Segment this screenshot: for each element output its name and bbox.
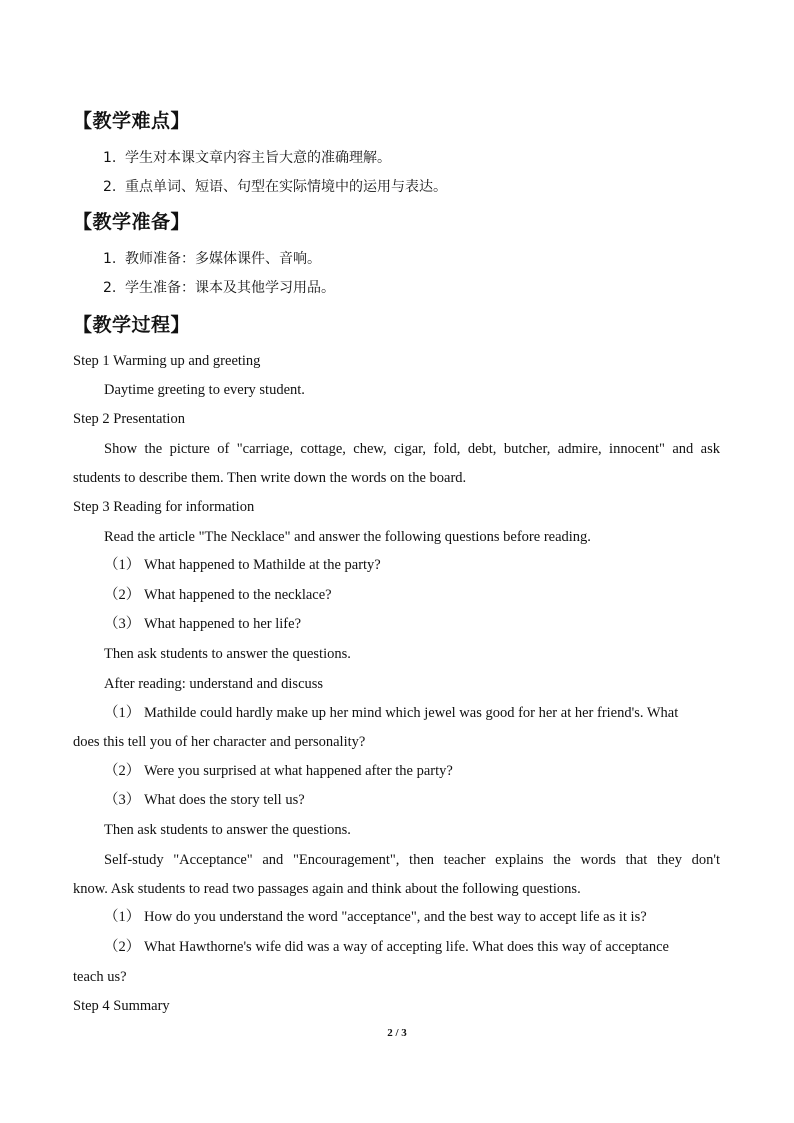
- list-item: [103, 279, 335, 297]
- question-item: [104, 586, 332, 604]
- question-text: Mathilde could hardly make up her mind which jewel was good for her at her friend's. What: [144, 705, 679, 721]
- heading-process: 【教学过程】: [73, 314, 191, 336]
- list-number: 1.: [103, 150, 117, 166]
- list-number: 2.: [103, 179, 117, 195]
- list-text: 学生准备：课本及其他学习用品。: [125, 280, 335, 296]
- question-text: What happened to her life?: [144, 616, 302, 632]
- paragraph-line: Self-study "Acceptance" and "Encouragement", then teacher explains the words that they don't: [104, 852, 720, 868]
- list-text: 重点单词、短语、句型在实际情境中的运用与表达。: [125, 179, 447, 195]
- question-item: [104, 762, 453, 780]
- question-number: （2）: [104, 763, 141, 779]
- paragraph-line: Show the picture of "carriage, cottage, chew, cigar, fold, debt, butcher, admire, innocent" and ask: [104, 441, 720, 457]
- question-item: [104, 908, 647, 926]
- question-item: [104, 791, 305, 809]
- question-text: What does the story tell us?: [144, 792, 305, 808]
- paragraph-line: teach us?: [73, 969, 127, 985]
- list-number: 1.: [103, 251, 117, 267]
- paragraph: Read the article "The Necklace" and answer the following questions before reading.: [104, 529, 591, 545]
- question-number: （1）: [104, 557, 141, 573]
- paragraph: After reading: understand and discuss: [104, 676, 324, 692]
- step-heading: Step 1 Warming up and greeting: [73, 353, 261, 369]
- paragraph: Then ask students to answer the questions.: [104, 822, 351, 838]
- paragraph-line: know. Ask students to read two passages again and think about the following questions.: [73, 881, 581, 897]
- question-number: （2）: [104, 939, 141, 955]
- question-text: How do you understand the word "acceptance", and the best way to accept life as it is?: [144, 909, 647, 925]
- paragraph-line: does this tell you of her character and personality?: [73, 734, 366, 750]
- list-text: 学生对本课文章内容主旨大意的准确理解。: [125, 150, 391, 166]
- step-heading: Step 4 Summary: [73, 998, 170, 1014]
- question-item: [104, 615, 301, 633]
- question-text: Were you surprised at what happened after the party?: [144, 763, 453, 779]
- question-item: [104, 938, 669, 956]
- question-text: What Hawthorne's wife did was a way of accepting life. What does this way of acceptance: [144, 939, 669, 955]
- question-number: （3）: [104, 616, 141, 632]
- page-number: 2 / 3: [387, 1027, 407, 1039]
- list-item: [103, 149, 391, 167]
- step-heading: Step 2 Presentation: [73, 411, 185, 427]
- heading-difficulties: 【教学难点】: [73, 110, 191, 132]
- question-number: （1）: [104, 909, 141, 925]
- heading-preparation: 【教学准备】: [73, 211, 191, 233]
- question-text: What happened to Mathilde at the party?: [144, 557, 381, 573]
- question-item: [104, 704, 720, 722]
- question-number: （3）: [104, 792, 141, 808]
- question-item: [104, 556, 381, 574]
- question-number: （2）: [104, 587, 141, 603]
- paragraph: Daytime greeting to every student.: [104, 382, 305, 398]
- step-heading: Step 3 Reading for information: [73, 499, 255, 515]
- paragraph: Then ask students to answer the questions.: [104, 646, 351, 662]
- list-text: 教师准备：多媒体课件、音响。: [125, 251, 321, 267]
- question-text: What happened to the necklace?: [144, 587, 332, 603]
- list-item: [103, 250, 321, 268]
- list-item: [103, 178, 447, 196]
- question-number: （1）: [104, 705, 141, 721]
- list-number: 2.: [103, 280, 117, 296]
- paragraph-line: students to describe them. Then write down the words on the board.: [73, 470, 467, 486]
